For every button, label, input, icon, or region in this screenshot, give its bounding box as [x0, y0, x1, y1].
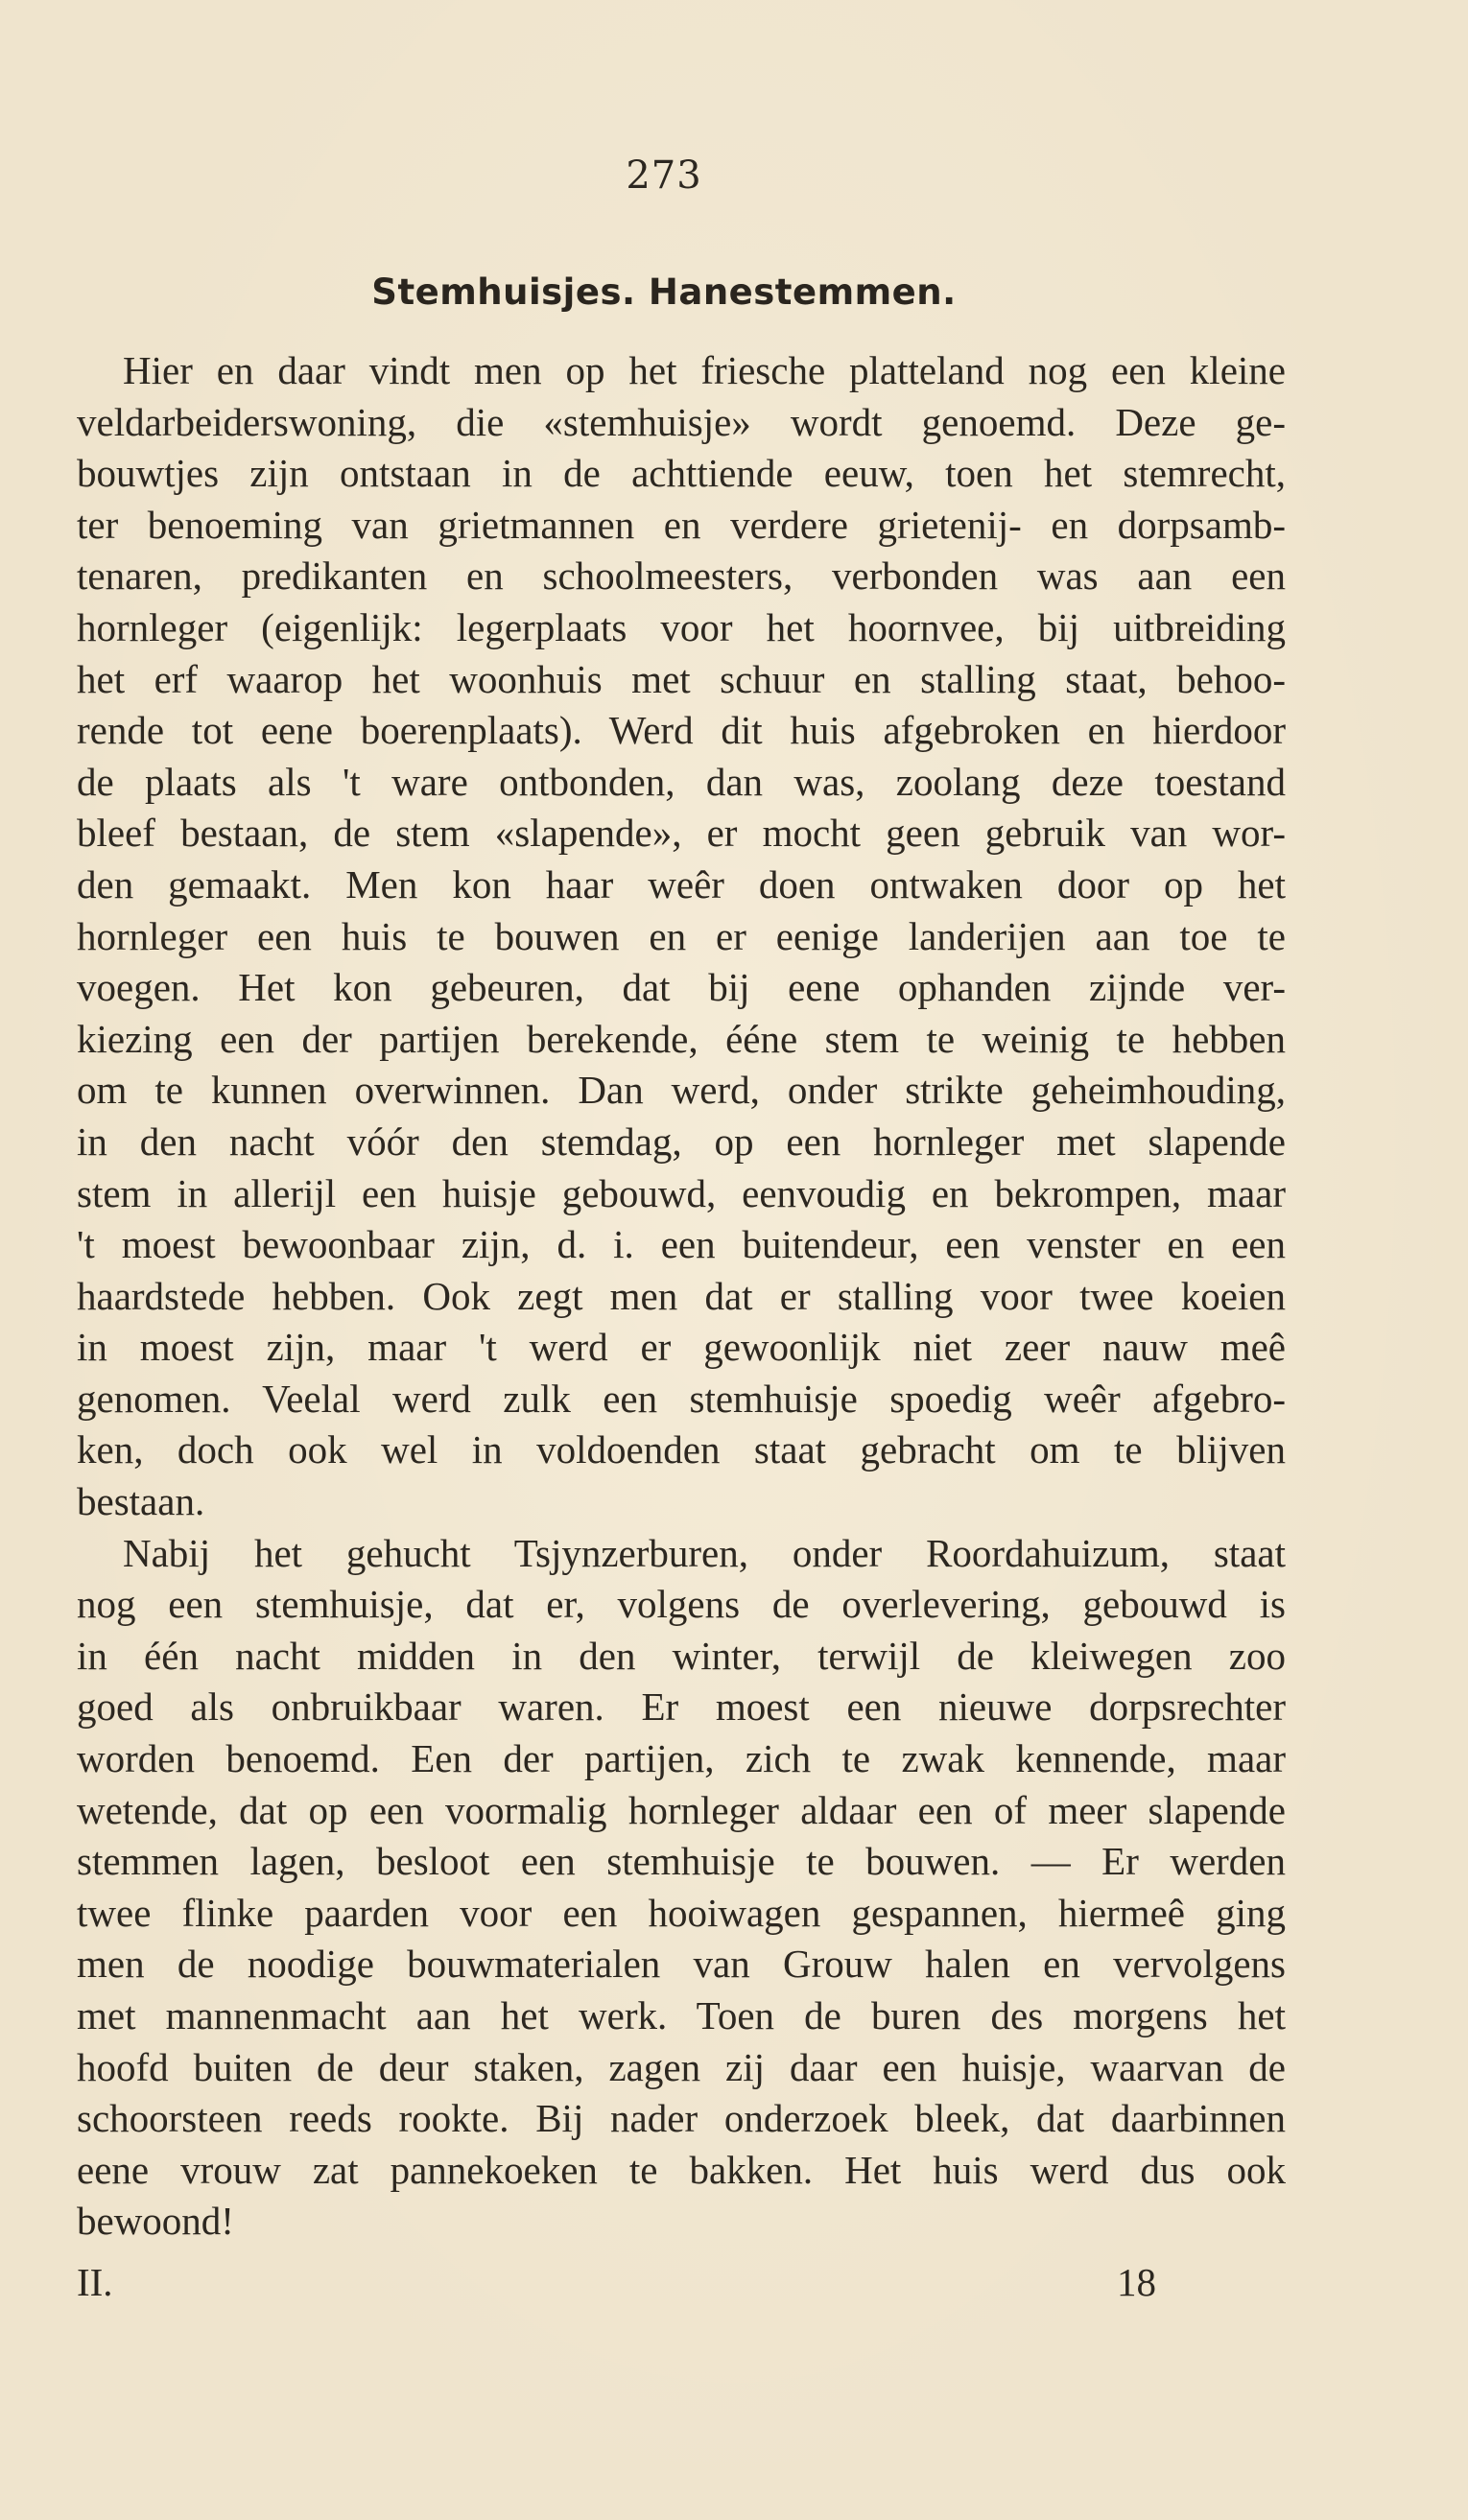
text-line: genomen. Veelal werd zulk een stemhuisje spoedig weêr afgebro- — [77, 1376, 1286, 1421]
text-line: kiezing een der partijen berekende, ééne stem te weinig te hebben — [77, 1016, 1286, 1061]
text-line: in één nacht midden in den winter, terwijl de kleiwegen zoo — [77, 1633, 1286, 1678]
text-line: ken, doch ook wel in voldoenden staat gebracht om te blijven — [77, 1427, 1286, 1472]
text-line: hoofd buiten de deur staken, zagen zij daar een huisje, waarvan de — [77, 2044, 1286, 2089]
text-line: haardstede hebben. Ook zegt men dat er stalling voor twee koeien — [77, 1273, 1286, 1318]
text-line: in moest zijn, maar 't werd er gewoonlijk niet zeer nauw meê — [77, 1325, 1286, 1370]
text-line: tenaren, predikanten en schoolmeesters, verbonden was aan een — [77, 553, 1286, 599]
text-line: nog een stemhuisje, dat er, volgens de overlevering, gebouwd is — [77, 1582, 1286, 1627]
paragraph-1 — [77, 345, 1286, 1528]
text-line: veldarbeiderswoning, die «stemhuisje» wordt genoemd. Deze ge- — [77, 399, 1286, 444]
text-line: hornleger een huis te bouwen en er eenige landerijen aan toe te — [77, 913, 1286, 958]
text-line: Hier en daar vindt men op het friesche platteland nog een kleine — [123, 348, 1286, 392]
text-line: bewoond! — [77, 2199, 234, 2244]
text-line: de plaats als 't ware ontbonden, dan was, zoolang deze toestand — [77, 759, 1286, 804]
text-line: voegen. Het kon gebeuren, dat bij eene ophanden zijnde ver- — [77, 965, 1286, 1010]
text-line: twee flinke paarden voor een hooiwagen gespannen, hiermeê ging — [77, 1890, 1286, 1935]
text-line: Nabij het gehucht Tsjynzerburen, onder Roordahuizum, staat — [123, 1530, 1286, 1575]
text-line: eene vrouw zat pannekoeken te bakken. Het huis werd dus ook — [77, 2147, 1286, 2192]
text-line: 't moest bewoonbaar zijn, d. i. een buitendeur, een venster en een — [77, 1222, 1286, 1267]
text-line: met mannenmacht aan het werk. Toen de buren des morgens het — [77, 1993, 1286, 2037]
text-line: om te kunnen overwinnen. Dan werd, onder strikte geheimhouding, — [77, 1068, 1286, 1113]
text-line: stem in allerijl een huisje gebouwd, eenvoudig en bekrompen, maar — [77, 1170, 1286, 1215]
section-heading: Stemhuisjes. Hanestemmen. — [371, 271, 957, 313]
text-line: goed als onbruikbaar waren. Er moest een nieuwe dorpsrechter — [77, 1684, 1286, 1730]
text-line: ter benoeming van grietmannen en verdere grietenij- en dorpsamb- — [77, 502, 1286, 547]
text-line: bleef bestaan, de stem «slapende», er mocht geen gebruik van wor- — [77, 811, 1286, 856]
text-line: schoorsteen reeds rookte. Bij nader onderzoek bleek, dat daarbinnen — [77, 2096, 1286, 2141]
sheet-number: 18 — [1117, 2260, 1156, 2304]
text-line: rende tot eene boerenplaats). Werd dit huis afgebroken en hierdoor — [77, 708, 1286, 753]
text-line: bouwtjes zijn ontstaan in de achttiende eeuw, toen het stemrecht, — [77, 451, 1286, 496]
text-line: in den nacht vóór den stemdag, op een hornleger met slapende — [77, 1119, 1286, 1164]
text-line: wetende, dat op een voormalig hornleger aldaar een of meer slapende — [77, 1787, 1286, 1832]
text-line: stemmen lagen, besloot een stemhuisje te bouwen. — Er werden — [77, 1839, 1286, 1884]
text-line: het erf waarop het woonhuis met schuur en stalling staat, behoo- — [77, 656, 1286, 701]
text-line: den gemaakt. Men kon haar weêr doen ontwaken door op het — [77, 861, 1286, 907]
signature-mark: II. — [77, 2260, 113, 2304]
text-line: men de noodige bouwmaterialen van Grouw halen en vervolgens — [77, 1942, 1286, 1987]
page-number: 273 — [626, 153, 702, 198]
paragraph-2 — [77, 1528, 1286, 2248]
text-line: worden benoemd. Een der partijen, zich te zwak kennende, maar — [77, 1736, 1286, 1781]
body-text — [77, 345, 1286, 2248]
text-line: bestaan. — [77, 1479, 205, 1524]
text-line: hornleger (eigenlijk: legerplaats voor het hoornvee, bij uitbreiding — [77, 604, 1286, 649]
